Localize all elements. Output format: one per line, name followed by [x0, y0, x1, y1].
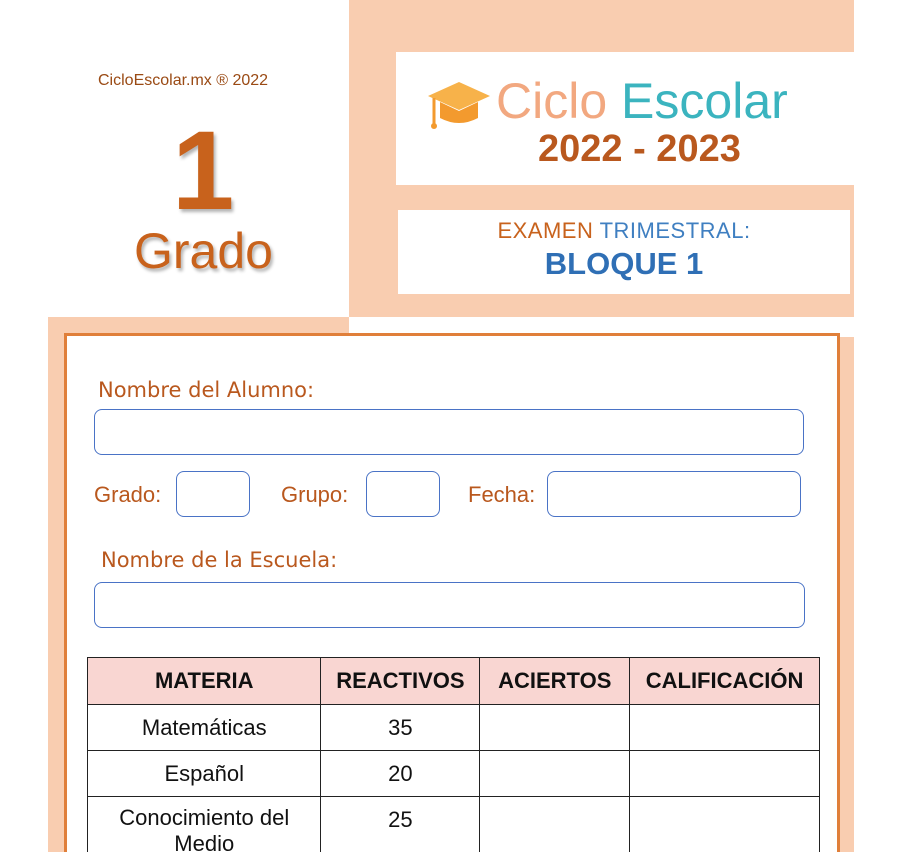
table-row	[88, 797, 820, 852]
exam-word-examen: EXAMEN	[497, 218, 594, 243]
scores-table	[87, 657, 820, 852]
grade-cell[interactable]	[630, 705, 820, 751]
header-reactivos: REACTIVOS	[321, 658, 480, 705]
group-field[interactable]	[366, 471, 440, 517]
ciclo-escolar-logo	[396, 52, 854, 185]
logo-word-escolar: Escolar	[621, 73, 788, 129]
school-name-label: Nombre de la Escuela:	[101, 548, 338, 572]
exam-colon: :	[743, 218, 751, 243]
logo-title	[496, 73, 788, 129]
exam-type	[398, 218, 850, 244]
table-header-row	[88, 658, 820, 705]
school-name-field[interactable]	[94, 582, 805, 628]
exam-title-box	[398, 210, 850, 294]
table-row	[88, 751, 820, 797]
subject-cell: Conocimiento del Medio	[88, 797, 321, 852]
correct-cell[interactable]	[480, 705, 630, 751]
header-calificacion: CALIFICACIÓN	[630, 658, 820, 705]
student-name-label: Nombre del Alumno:	[98, 378, 315, 402]
date-label: Fecha:	[468, 482, 536, 507]
items-cell: 20	[321, 751, 480, 797]
grade-word: Grado	[134, 223, 273, 279]
correct-cell[interactable]	[480, 797, 630, 852]
subject-cell: Matemáticas	[88, 705, 321, 751]
subject-cell: Español	[88, 751, 321, 797]
header-materia: MATERIA	[88, 658, 321, 705]
student-name-field[interactable]	[94, 409, 804, 455]
items-cell: 35	[321, 705, 480, 751]
grade-label: Grado:	[94, 482, 162, 507]
graduation-cap-icon	[426, 76, 492, 132]
table-row	[88, 705, 820, 751]
correct-cell[interactable]	[480, 751, 630, 797]
grade-cell[interactable]	[630, 797, 820, 852]
date-field[interactable]	[547, 471, 801, 517]
grade-number: 1	[172, 108, 235, 233]
header-aciertos: ACIERTOS	[480, 658, 630, 705]
grade-cell[interactable]	[630, 751, 820, 797]
logo-word-ciclo: Ciclo	[496, 73, 608, 129]
copyright-text: CicloEscolar.mx ® 2022	[98, 72, 269, 89]
items-cell: 25	[321, 797, 480, 852]
group-label: Grupo:	[281, 482, 349, 507]
grade-field[interactable]	[176, 471, 250, 517]
school-years: 2022 - 2023	[538, 128, 741, 170]
exam-word-trimestral: TRIMESTRAL	[599, 218, 744, 243]
exam-block: BLOQUE 1	[544, 246, 704, 281]
